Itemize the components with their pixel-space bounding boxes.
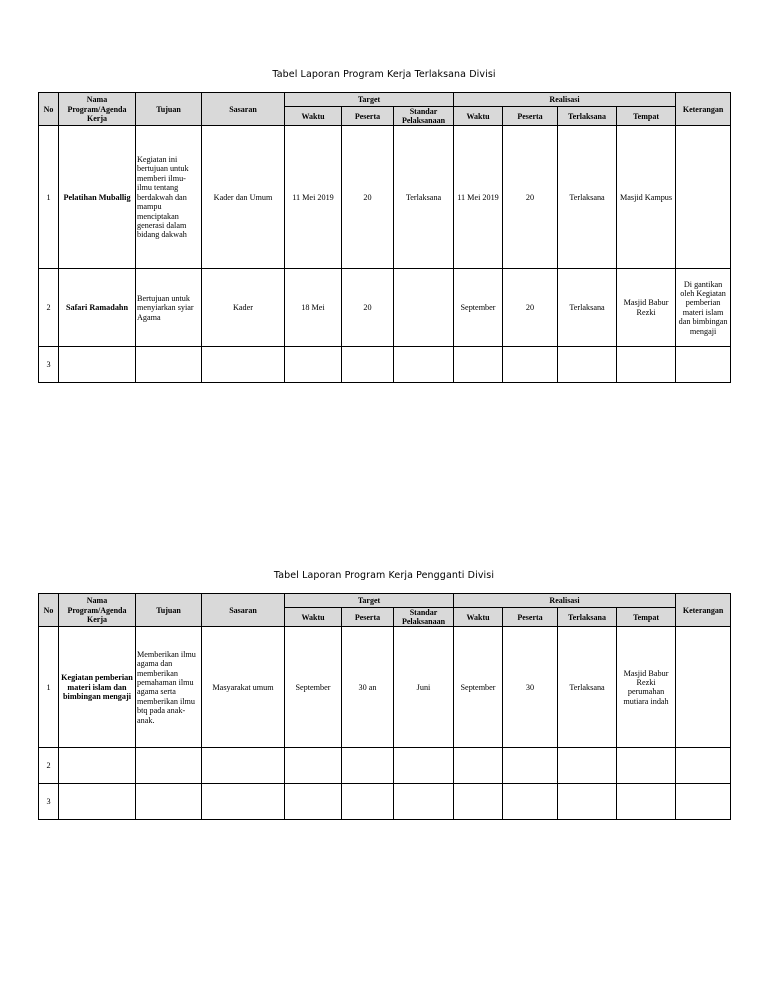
cell-realisasi-waktu	[454, 748, 503, 784]
cell-tujuan: Bertujuan untuk menyiarkan syiar Agama	[136, 269, 202, 347]
cell-realisasi-peserta: 30	[503, 627, 558, 748]
cell-nama	[59, 748, 136, 784]
cell-keterangan	[676, 784, 731, 820]
header-target-standar: Standar Pelaksanaan	[394, 107, 454, 126]
cell-realisasi-tempat	[617, 748, 676, 784]
header-keterangan: Keterangan	[676, 594, 731, 627]
cell-no: 1	[39, 126, 59, 269]
cell-tujuan: Memberikan ilmu agama dan memberikan pemahaman ilmu agama serta memberikan ilmu btq pada anak-anak.	[136, 627, 202, 748]
cell-target-waktu: 18 Mei	[285, 269, 342, 347]
cell-sasaran: Kader dan Umum	[202, 126, 285, 269]
cell-nama	[59, 347, 136, 383]
cell-realisasi-terlaksana	[558, 748, 617, 784]
cell-realisasi-peserta: 20	[503, 269, 558, 347]
table-row	[39, 748, 731, 784]
table1-title: Tabel Laporan Program Kerja Terlaksana Divisi	[272, 69, 496, 80]
cell-target-peserta: 20	[342, 126, 394, 269]
header-realisasi-tempat: Tempat	[617, 107, 676, 126]
cell-sasaran	[202, 347, 285, 383]
cell-no: 2	[39, 269, 59, 347]
cell-target-standar	[394, 269, 454, 347]
cell-realisasi-waktu: September	[454, 269, 503, 347]
cell-realisasi-terlaksana	[558, 784, 617, 820]
header-target-peserta: Peserta	[342, 608, 394, 627]
cell-nama: Safari Ramadahn	[59, 269, 136, 347]
header-target-standar: Standar Pelaksanaan	[394, 608, 454, 627]
cell-realisasi-waktu: 11 Mei 2019	[454, 126, 503, 269]
cell-no: 1	[39, 627, 59, 748]
cell-sasaran: Masyarakat umum	[202, 627, 285, 748]
header-realisasi: Realisasi	[454, 594, 676, 608]
header-target-peserta: Peserta	[342, 107, 394, 126]
cell-sasaran	[202, 784, 285, 820]
cell-sasaran	[202, 748, 285, 784]
table-row	[39, 784, 731, 820]
header-realisasi-terlaksana: Terlaksana	[558, 107, 617, 126]
cell-target-waktu	[285, 347, 342, 383]
cell-no: 3	[39, 784, 59, 820]
cell-tujuan	[136, 784, 202, 820]
cell-target-peserta	[342, 748, 394, 784]
cell-realisasi-tempat: Masjid Babur Rezki perumahan mutiara indah	[617, 627, 676, 748]
table-row	[39, 269, 731, 347]
cell-target-standar	[394, 784, 454, 820]
header-realisasi-terlaksana: Terlaksana	[558, 608, 617, 627]
cell-tujuan	[136, 347, 202, 383]
header-target: Target	[285, 93, 454, 107]
cell-keterangan: Di gantikan oleh Kegiatan pemberian materi islam dan bimbingan mengaji	[676, 269, 731, 347]
header-realisasi-waktu: Waktu	[454, 107, 503, 126]
cell-realisasi-tempat: Masjid Kampus	[617, 126, 676, 269]
cell-keterangan	[676, 347, 731, 383]
cell-tujuan	[136, 748, 202, 784]
cell-no: 2	[39, 748, 59, 784]
cell-realisasi-terlaksana: Terlaksana	[558, 627, 617, 748]
cell-target-peserta: 20	[342, 269, 394, 347]
cell-keterangan	[676, 126, 731, 269]
cell-no: 3	[39, 347, 59, 383]
header-nama: Nama Program/Agenda Kerja	[59, 594, 136, 627]
cell-target-standar: Juni	[394, 627, 454, 748]
cell-target-waktu	[285, 748, 342, 784]
cell-keterangan	[676, 748, 731, 784]
header-no: No	[39, 594, 59, 627]
header-realisasi-peserta: Peserta	[503, 608, 558, 627]
cell-nama: Kegiatan pemberian materi islam dan bimbingan mengaji	[59, 627, 136, 748]
header-target: Target	[285, 594, 454, 608]
cell-realisasi-terlaksana	[558, 347, 617, 383]
cell-target-waktu: September	[285, 627, 342, 748]
cell-tujuan: Kegiatan ini bertujuan untuk memberi ilmu-ilmu tentang berdakwah dan mampu menciptakan generasi dalam bidang dakwah	[136, 126, 202, 269]
cell-nama	[59, 784, 136, 820]
header-no: No	[39, 93, 59, 126]
cell-realisasi-waktu	[454, 784, 503, 820]
cell-target-standar	[394, 347, 454, 383]
cell-target-waktu	[285, 784, 342, 820]
cell-sasaran: Kader	[202, 269, 285, 347]
cell-target-waktu: 11 Mei 2019	[285, 126, 342, 269]
header-sasaran: Sasaran	[202, 594, 285, 627]
header-realisasi-tempat: Tempat	[617, 608, 676, 627]
cell-realisasi-tempat	[617, 347, 676, 383]
header-tujuan: Tujuan	[136, 93, 202, 126]
report-table-pengganti	[38, 593, 731, 820]
header-tujuan: Tujuan	[136, 594, 202, 627]
cell-target-peserta	[342, 347, 394, 383]
cell-realisasi-peserta	[503, 784, 558, 820]
table-row	[39, 347, 731, 383]
cell-target-standar: Terlaksana	[394, 126, 454, 269]
cell-target-standar	[394, 748, 454, 784]
header-nama: Nama Program/Agenda Kerja	[59, 93, 136, 126]
cell-realisasi-tempat	[617, 784, 676, 820]
cell-realisasi-terlaksana: Terlaksana	[558, 126, 617, 269]
cell-keterangan	[676, 627, 731, 748]
cell-realisasi-terlaksana: Terlaksana	[558, 269, 617, 347]
cell-realisasi-peserta: 20	[503, 126, 558, 269]
header-target-waktu: Waktu	[285, 608, 342, 627]
header-keterangan: Keterangan	[676, 93, 731, 126]
report-table-terlaksana	[38, 92, 731, 383]
header-realisasi-waktu: Waktu	[454, 608, 503, 627]
cell-realisasi-waktu: September	[454, 627, 503, 748]
table2-title: Tabel Laporan Program Kerja Pengganti Divisi	[273, 570, 495, 581]
header-realisasi-peserta: Peserta	[503, 107, 558, 126]
cell-realisasi-tempat: Masjid Babur Rezki	[617, 269, 676, 347]
header-sasaran: Sasaran	[202, 93, 285, 126]
table-row	[39, 126, 731, 269]
cell-realisasi-peserta	[503, 748, 558, 784]
header-realisasi: Realisasi	[454, 93, 676, 107]
cell-target-peserta	[342, 784, 394, 820]
table-row	[39, 627, 731, 748]
cell-target-peserta: 30 an	[342, 627, 394, 748]
cell-realisasi-waktu	[454, 347, 503, 383]
header-target-waktu: Waktu	[285, 107, 342, 126]
cell-realisasi-peserta	[503, 347, 558, 383]
cell-nama: Pelatihan Muballig	[59, 126, 136, 269]
